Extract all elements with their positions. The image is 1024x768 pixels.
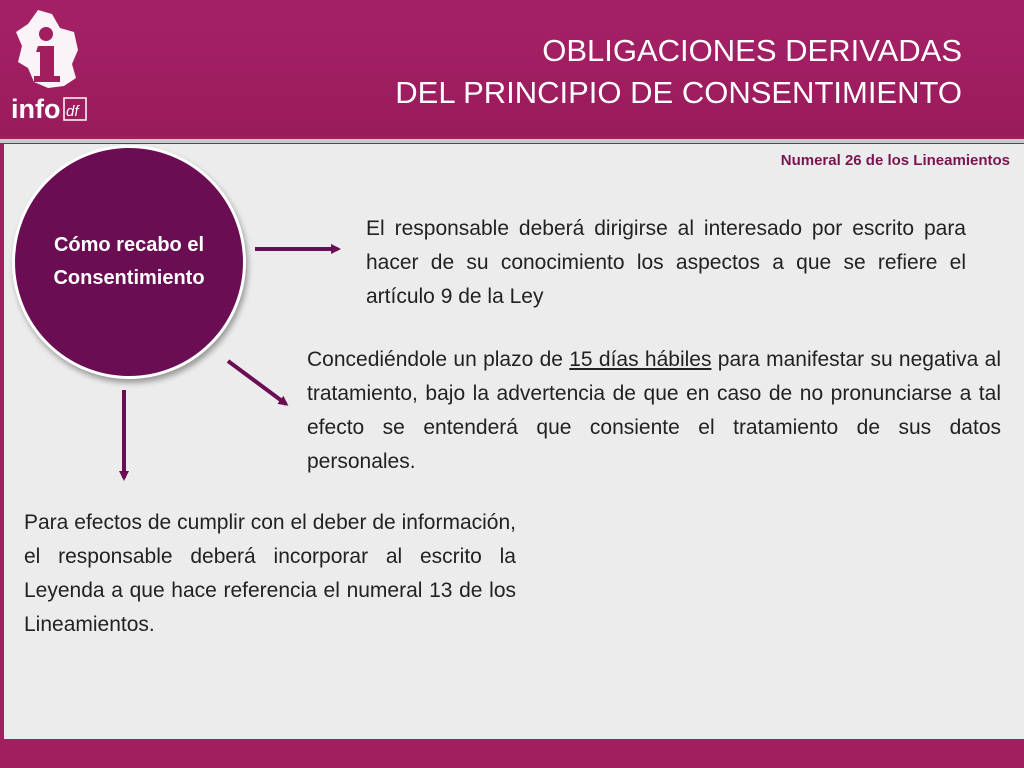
subtitle: Numeral 26 de los Lineamientos xyxy=(780,152,1010,169)
paragraph-deadline-end: para manifestar su negativa al tratamiento, bajo la advertencia de que en caso de no pronunciarse a tal efecto se entenderá que consiente el tratamiento de sus datos personales. xyxy=(307,348,1001,473)
title-line-1: OBLIGACIONES DERIVADAS xyxy=(542,33,962,68)
logo-subtext: df xyxy=(66,103,79,120)
arrow-diagonal xyxy=(228,361,286,404)
paragraph-information-duty: Para efectos de cumplir con el deber de información, el responsable deberá incorporar al escrito la Leyenda a que hace referencia el numeral 13 de los Lineamientos. xyxy=(24,511,516,636)
deadline-days: 15 días hábiles xyxy=(569,348,712,371)
logo-text: info xyxy=(11,94,61,124)
paragraph-deadline-start: Concediéndole un plazo de xyxy=(307,348,570,371)
paragraph-written-notice: El responsable deberá dirigirse al interesado por escrito para hacer de su conocimiento los aspectos a que se refiere el artículo 9 de la Ley xyxy=(366,217,966,308)
circle-label-line-2: Consentimiento xyxy=(53,267,205,289)
circle-label-line-1: Cómo recabo el xyxy=(53,234,205,256)
title-line-2: DEL PRINCIPIO DE CONSENTIMIENTO xyxy=(395,75,962,110)
paragraph-deadline xyxy=(307,343,1001,479)
